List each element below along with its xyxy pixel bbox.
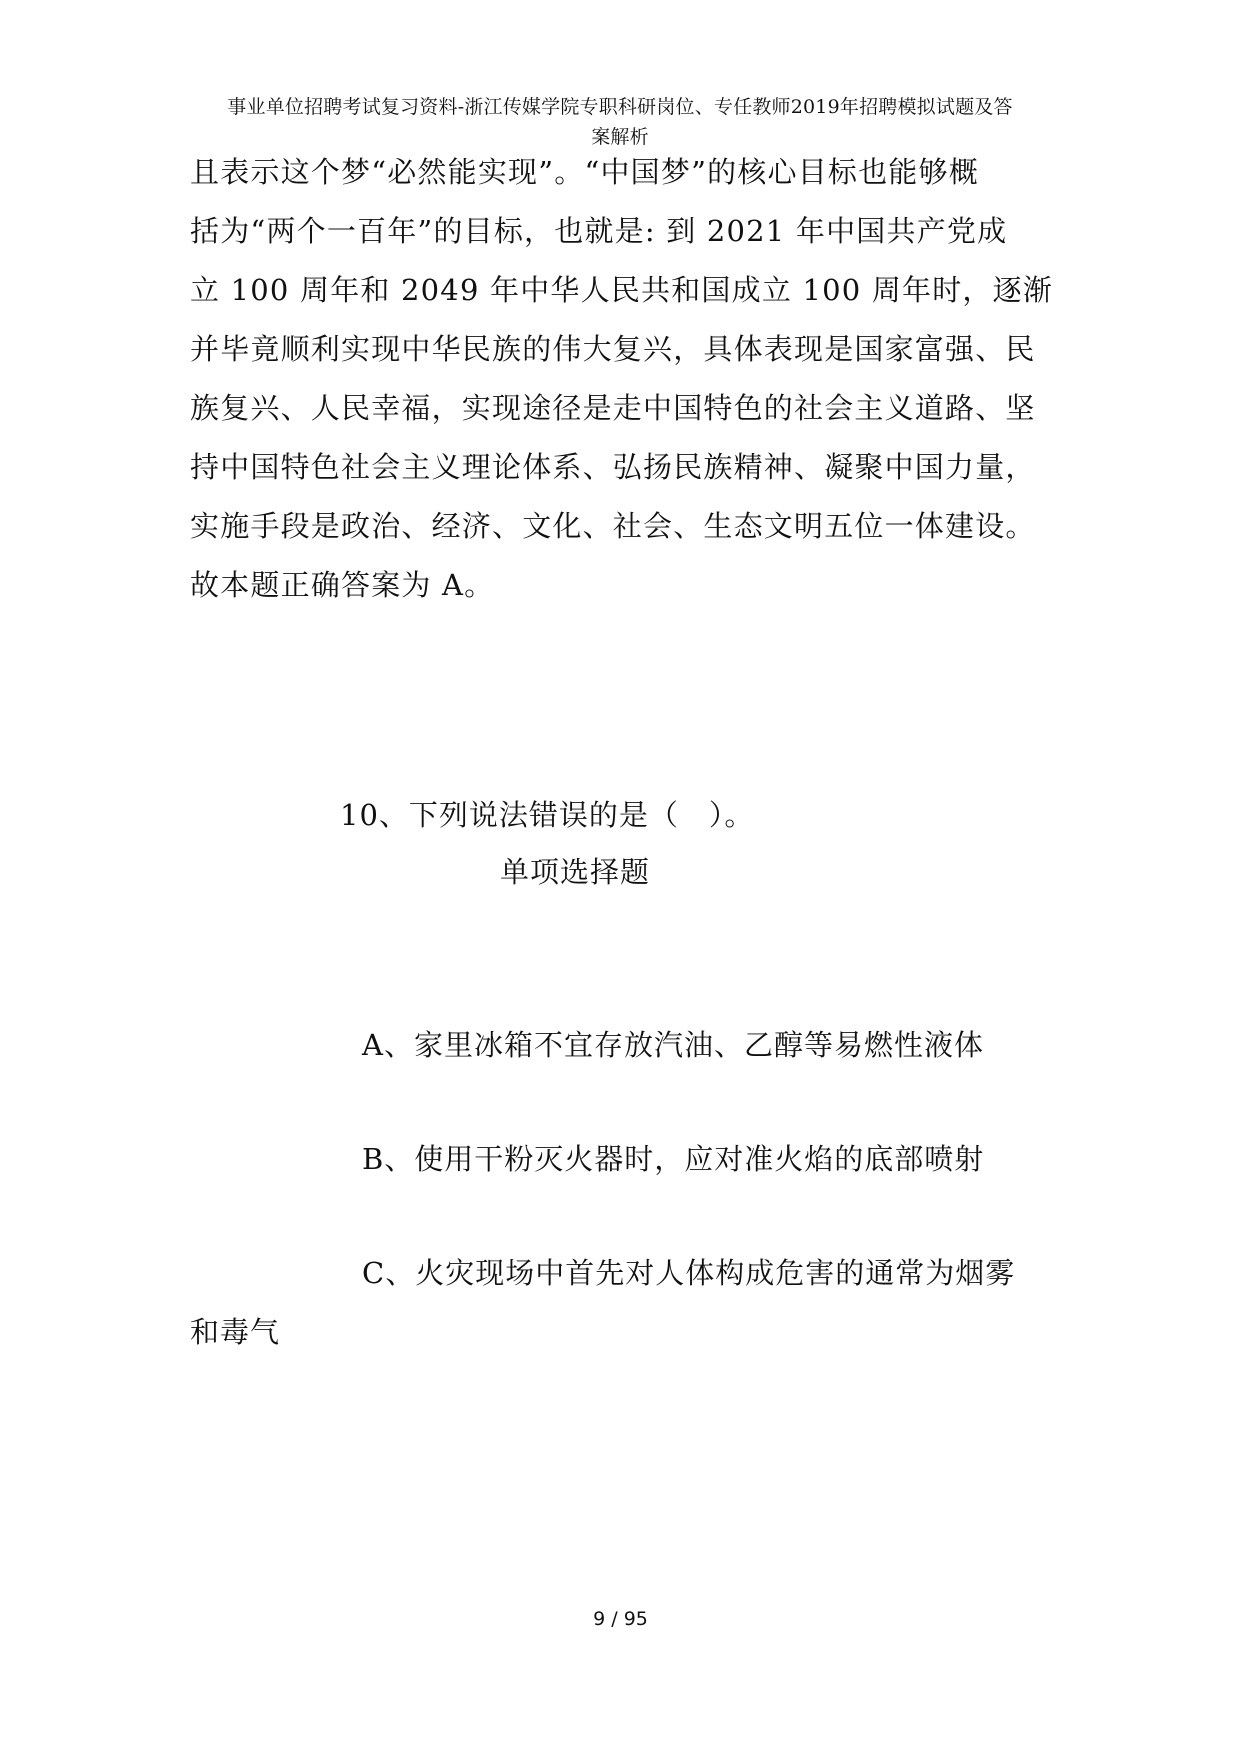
question-type: 单项选择题 — [500, 855, 651, 889]
explanation-line: 并毕竟顺利实现中华民族的伟大复兴，具体表现是国家富强、民 — [190, 332, 1036, 366]
option-c-line-2: 和毒气 — [190, 1315, 281, 1349]
explanation-line: 实施手段是政治、经济、文化、社会、生态文明五位一体建设。 — [190, 509, 1036, 543]
option-c-line-1: C、火灾现场中首先对人体构成危害的通常为烟雾 — [362, 1256, 1016, 1290]
explanation-line: 持中国特色社会主义理论体系、弘扬民族精神、凝聚中国力量， — [190, 450, 1036, 484]
question-stem: 10、下列说法错误的是（ ）。 — [340, 798, 755, 832]
explanation-line: 立 100 周年和 2049 年中华人民共和国成立 100 周年时，逐渐 — [190, 273, 1054, 307]
option-a: A、家里冰箱不宜存放汽油、乙醇等易燃性液体 — [362, 1028, 984, 1062]
explanation-line: 故本题正确答案为 A。 — [190, 568, 495, 602]
header-line-2: 案解析 — [591, 126, 649, 148]
explanation-line: 括为“两个一百年”的目标，也就是: 到 2021 年中国共产党成 — [190, 214, 1008, 248]
page-header — [150, 92, 1090, 152]
page-number: 9 / 95 — [593, 1608, 648, 1630]
explanation-line: 且表示这个梦“必然能实现”。“中国梦”的核心目标也能够概 — [190, 155, 979, 189]
explanation-line: 族复兴、人民幸福，实现途径是走中国特色的社会主义道路、坚 — [190, 391, 1036, 425]
header-line-1: 事业单位招聘考试复习资料-浙江传媒学院专职科研岗位、专任教师2019年招聘模拟试题及答 — [227, 96, 1013, 118]
option-b: B、使用干粉灭火器时，应对准火焰的底部喷射 — [362, 1142, 985, 1176]
